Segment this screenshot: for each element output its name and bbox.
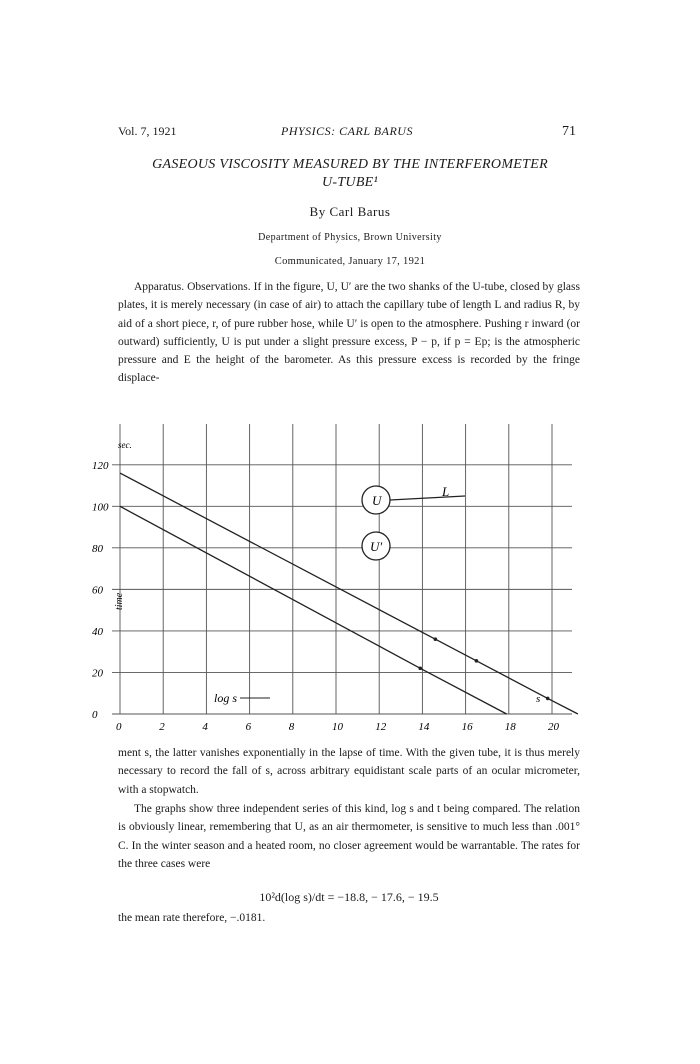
y-tick-label: 80 [92,542,103,555]
y-tick-label: 60 [92,584,103,597]
x-tick-label: 12 [375,721,387,733]
series-point [475,659,479,663]
corner-label: sec. [118,440,132,450]
x-tick-labels [116,721,560,733]
x-tick-label: 8 [288,721,295,733]
x-tick-label: 18 [504,721,516,733]
y-tick-labels [92,460,109,721]
x-tick-label: 14 [418,721,430,733]
y-tick-label: 20 [92,667,103,680]
title-line-2: U-TUBE¹ [321,175,379,190]
x-axis-label: log s [214,691,238,705]
paragraph-apparatus: Apparatus. Observations. If in the figure, U, U′ are the two shanks of the U-tube, closed by glass plates, it is merely necessary (in case of air) to attach the capillary tube of length L and radius R, by aid of a short piece, r, of pure rubber hose, while U′ is open to the atmosphere. Pushing r inward (or outward) sufficiently, U is put under a slight pressure excess, P − p, if p = Ep; is the atmospheric pressure and E the height of the barometer. As this pressure excess is recorded by the fringe displace- [118,281,580,385]
x-tick-label: 10 [332,721,343,733]
x-tick-label: 16 [461,721,473,733]
page-number: 71 [562,124,576,139]
affiliation: Department of Physics, Brown University [258,232,442,243]
line-end-label: s [536,693,541,705]
y-axis-label: time [114,592,125,610]
capillary-label: L [442,484,450,499]
paragraph-mean-rate: the mean rate therefore, −.0181. [118,912,266,924]
figure-graph [90,410,600,740]
communicated-date: Communicated, January 17, 1921 [274,256,426,267]
apparatus-inset [362,484,465,560]
paragraph-graphs: The graphs show three independent series of this kind, log s and t being compared. The relation is obviously linear, remembering that U, as an air thermometer, is sensitive to much less than .001° C. In the winter season and a heated room, no closer agreement would be warrantable. The rates for the three cases were [118,803,580,870]
series-point [418,667,422,671]
series-line-1 [120,506,507,714]
y-tick-label: 100 [92,501,109,514]
title-line-1: GASEOUS VISCOSITY MEASURED BY THE INTERFEROMETER [152,157,548,172]
author-byline: By Carl Barus [309,204,391,219]
x-tick-label: 0 [116,721,122,733]
shank-u-label: U [372,493,382,508]
x-tick-label: 6 [245,721,252,733]
running-header [118,124,576,142]
capillary-tube [390,496,465,500]
y-tick-label: 40 [92,625,103,638]
paragraph-displacement: ment s, the latter vanishes exponentially in the lapse of time. With the given tube, it is thus merely necessary to record the fall of s, across arbitrary equidistant scale parts of an ocular micrometer, with a stopwatch. [118,747,580,796]
x-tick-label: 20 [548,721,559,733]
x-tick-label: 4 [202,721,208,733]
article-title [110,156,590,192]
y-tick-label: 120 [92,459,109,472]
y-tick-label: 0 [92,709,98,721]
graph-grid [112,424,572,714]
series-point [546,697,550,701]
x-tick-label: 2 [159,721,165,733]
series-point [434,637,438,641]
running-title: PHYSICS: CARL BARUS [281,124,413,138]
volume-label: Vol. 7, 1921 [118,124,177,138]
shank-u-prime-label: U′ [370,539,383,554]
rate-equation: 10²d(log s)/dt = −18.8, − 17.6, − 19.5 [259,890,439,904]
